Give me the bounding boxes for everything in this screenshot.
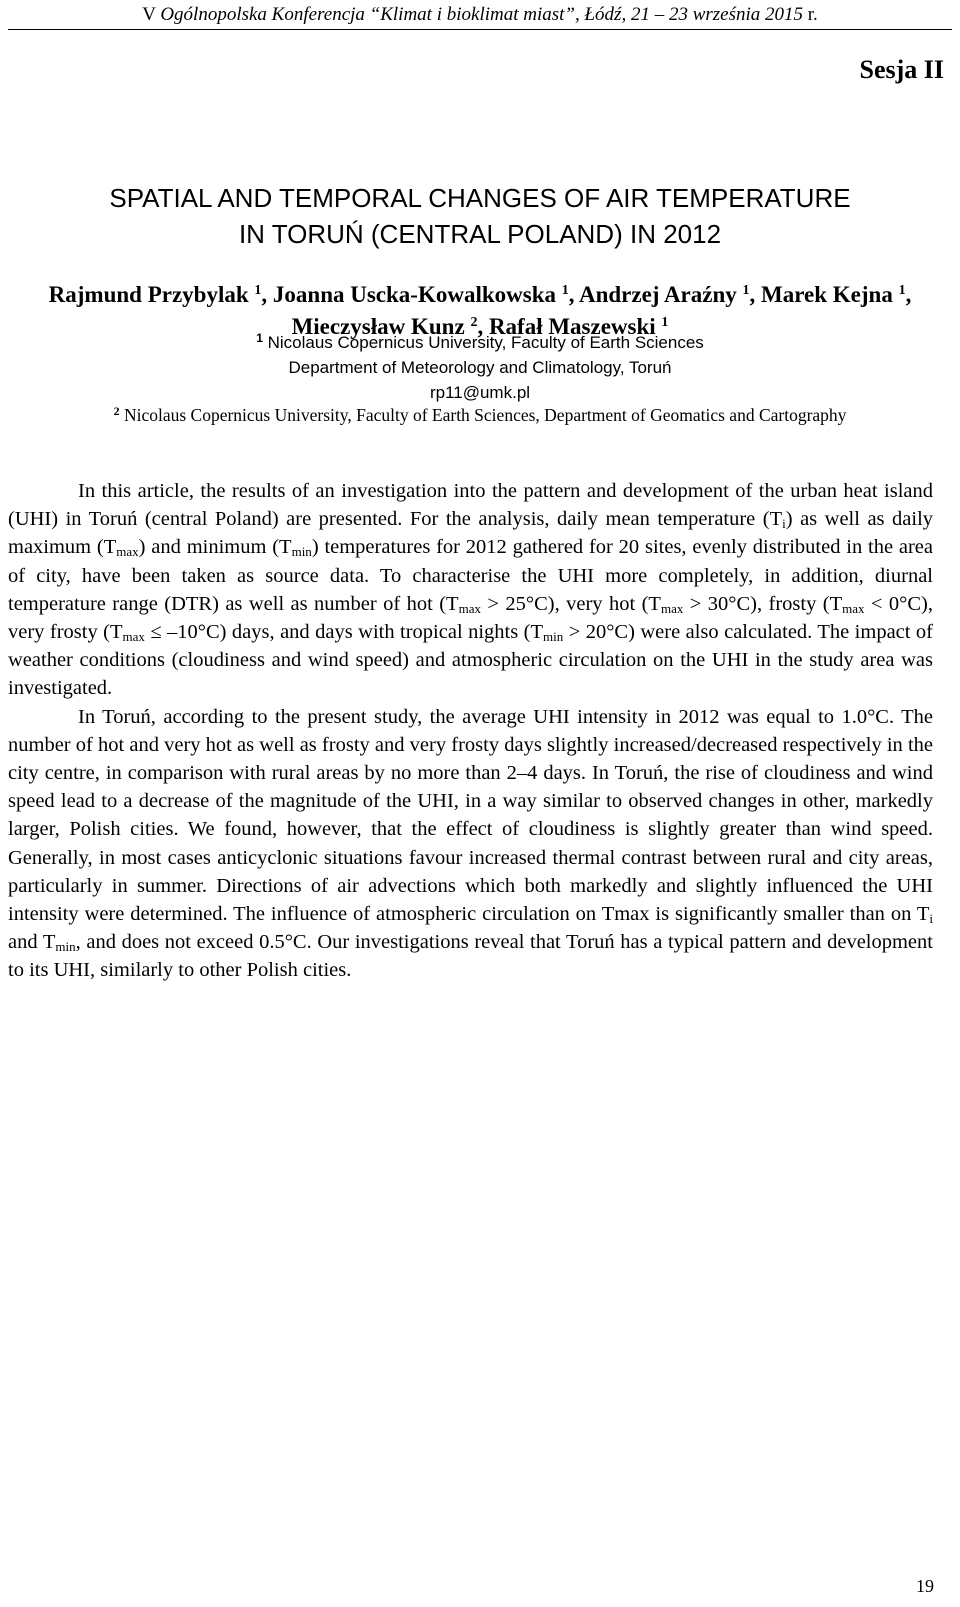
author-name: Andrzej Araźny [578,282,737,307]
abstract-paragraph-1 [8,477,933,703]
page-number: 19 [916,1576,934,1596]
author-affiliation-mark: 1 [742,283,750,298]
subscript: i [929,911,933,927]
header-rule [8,29,952,30]
affiliation-1-line-1 [0,330,960,355]
title-line-1: SPATIAL AND TEMPORAL CHANGES OF AIR TEMPERATURE [109,183,851,213]
author-affiliation-mark: 1 [254,283,262,298]
abstract-text: ≤ –10°C) days, and days with tropical nights (T [144,621,544,644]
abstract-text: ) as well as daily maximum (T [8,508,934,559]
subscript: max [660,600,684,616]
abstract-text: In this article, the results of an investigation into the pattern and development of the urban heat island (UHI) in Toruń (central Poland) are presented. For the analysis, daily mean temperature (T [8,480,933,531]
author-name: Rafał Maszewski [488,314,656,339]
header-suffix: r. [803,4,818,25]
affiliation-2-number: 2 [113,404,120,418]
title-line-2: IN TORUŃ (CENTRAL POLAND) IN 2012 [238,219,722,249]
abstract-text: and T [8,931,56,954]
session-label: Sesja II [859,55,944,84]
subscript: max [842,600,865,616]
author-affiliation-mark: 1 [561,283,569,298]
affiliation-1-line-2: Department of Meteorology and Climatology, Toruń [288,358,672,377]
subscript: min [291,544,312,560]
abstract-text: > 20°C) were also calculated. The impact of weather conditions (cloudiness and wind speed) and atmospheric circulation on the UHI in the study area was investigated. [8,621,933,700]
author-name: Marek Kejna [761,282,893,307]
subscript: max [458,600,481,616]
abstract-text: > 30°C), frosty (T [683,592,843,615]
author-email: rp11@umk.pl [429,383,531,402]
header-prefix: V [142,4,161,25]
authors-line-1: Rajmund Przybylak $^1$, Joanna Uscka-Kowalkowska $^1$, Andrzej Araźny $^1$, Marek Kejna $^1$, [48,282,912,307]
affiliation-1 [0,330,960,405]
subscript: min [543,629,564,645]
author-affiliation-mark: 1 [898,283,906,298]
author-affiliation-mark: 2 [470,315,478,330]
affiliation-1-number: 1 [256,331,263,345]
author-affiliation-mark: 1 [661,315,669,330]
abstract-paragraph-2 [8,703,933,985]
running-header [0,2,960,32]
abstract-text: In Toruń, according to the present study, the average UHI intensity in 2012 was equal to 1.0°C. The number of hot and very hot as well as frosty and very frosty days slightly increased/decreased respectively in the city centre, in comparison with rural areas by no more than 2–4 days. In Toruń, the rise of cloudiness and wind speed lead to a decrease of the magnitude of the UHI, in a way similar to observed changes in other, markedly larger, Polish cities. We found, however, that the effect of cloudiness is slightly greater than wind speed. Generally, in most cases anticyclonic situations favour increased thermal contrast between rural and city areas, particularly in summer. Directions of air advections which both markedly and slightly influenced the UHI intensity were determined. The influence of atmospheric circulation on Tmax is significantly smaller than on T [8,705,933,926]
subscript: max [122,629,145,645]
authors-line-2: Mieczysław Kunz $^2$, Rafał Maszewski $^1$ [291,314,669,339]
abstract [8,477,933,985]
affiliation-1-university: Nicolaus Copernicus University, Faculty of Earth Sciences [267,333,704,352]
author-name: Joanna Uscka-Kowalkowska [272,282,556,307]
abstract-text: ) temperatures for 2012 gathered for 20 sites, evenly distributed in the area of city, have been taken as source data. To characterise the UHI more completely, in addition, diurnal temperature range (DTR) as well as number of hot (T [8,536,933,615]
affiliation-2 [0,403,960,428]
abstract-text: < 0°C), very frosty (T [8,592,933,644]
author-name: Mieczysław Kunz [291,314,465,339]
author-name: Rajmund Przybylak [48,282,249,307]
subscript: i [782,516,786,532]
subscript: max [116,544,139,560]
abstract-text: > 25°C), very hot (T [480,592,661,615]
abstract-text: ) and minimum (T [138,536,292,559]
header-conference: Ogólnopolska Konferencja “Klimat i bioklimat miast”, Łódź, 21 – 23 września 2015 [160,4,804,25]
abstract-text: , and does not exceed 0.5°C. Our investigations reveal that Toruń has a typical pattern and development to its UHI, similarly to other Polish cities. [8,931,933,982]
subscript: min [55,939,76,955]
affiliation-2-text: Nicolaus Copernicus University, Faculty of Earth Sciences, Department of Geomatics and Cartography [123,405,847,425]
paper-title [0,180,960,252]
